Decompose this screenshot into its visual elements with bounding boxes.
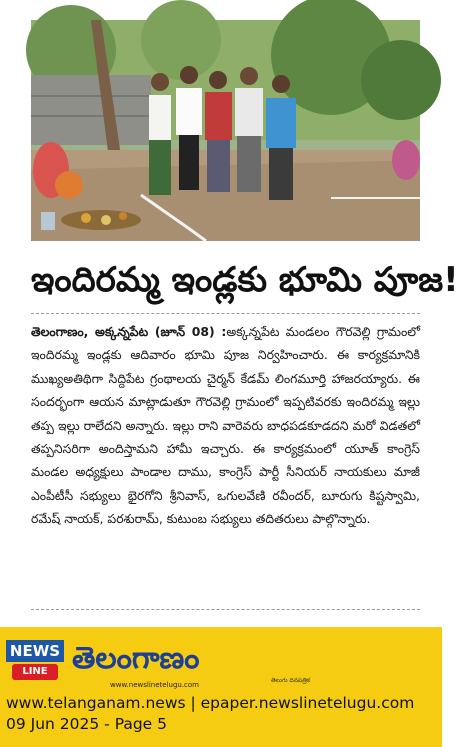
logo-news-text: NEWS <box>6 640 64 662</box>
article-photo <box>31 20 420 241</box>
issue-date-page: 09 Jun 2025 - Page 5 <box>6 715 168 733</box>
logo-line-text: LINE <box>12 664 58 680</box>
article-text: అక్కన్నపేట మండలం గౌరవెల్లి గ్రామంలో ఇందిరమ్మ ఇండ్లకు ఆదివారం భూమి పూజ నిర్వహించారు. ఈ కార్యక్రమానికి ముఖ్యఅతిథిగా సిద్దిపేట గ్రంథాలయ చైర్మన్ కేడమ్ లింగమూర్తి హాజరయ్యారు. ఈ సందర్భంగా ఆయన మాట్లాడుతూ గౌరవెల్లి గ్రామంలో ఇప్పటివరకు ఇందిరమ్మ ఇల్లు తప్ప ఇల్లు రాలేదని అన్నారు. ఇల్లు రాని వారెవరు బాధపడకూడదని మరో విడతలో తప్పనిసరిగా అందిస్తామని హామీ ఇచ్చారు. ఈ కార్యక్రమంలో యూత్ కాంగ్రెస్ మండల అధ్యక్షులు పాండాల దాము, కాంగ్రెస్ పార్టీ సీనియర్ నాయకులు మాజీ ఎంపీటీసీ సభ్యులు భైరగోని శ్రీనివాస్, ఒగులవేణి రవీందర్, బూరుగు కిష్టస్వామి, రమేష్ నాయక్, పరశురామ్, కుటుంబ సభ్యులు తదితరులు పాల్గొన్నారు. <box>31 324 420 527</box>
brand-name: తెలంగాణం <box>72 641 200 676</box>
article-bottom-divider <box>31 609 420 610</box>
article-headline: ఇందిరమ్మ ఇండ్లకు భూమి పూజ! <box>31 260 459 300</box>
brand-tagline: తెలుగు దినపత్రిక <box>271 677 311 684</box>
brand-url: www.newslinetelugu.com <box>110 681 199 689</box>
footer-links[interactable]: www.telanganam.news | epaper.newslinetelugu.com <box>6 694 415 712</box>
article-body <box>31 320 420 595</box>
page-footer <box>0 627 442 747</box>
photo-illustration <box>31 20 420 241</box>
headline-divider <box>31 313 420 314</box>
newsline-logo <box>6 640 64 684</box>
article-dateline: తెలంగాణం, అక్కన్నపేట (జూన్ 08) : <box>31 324 227 339</box>
